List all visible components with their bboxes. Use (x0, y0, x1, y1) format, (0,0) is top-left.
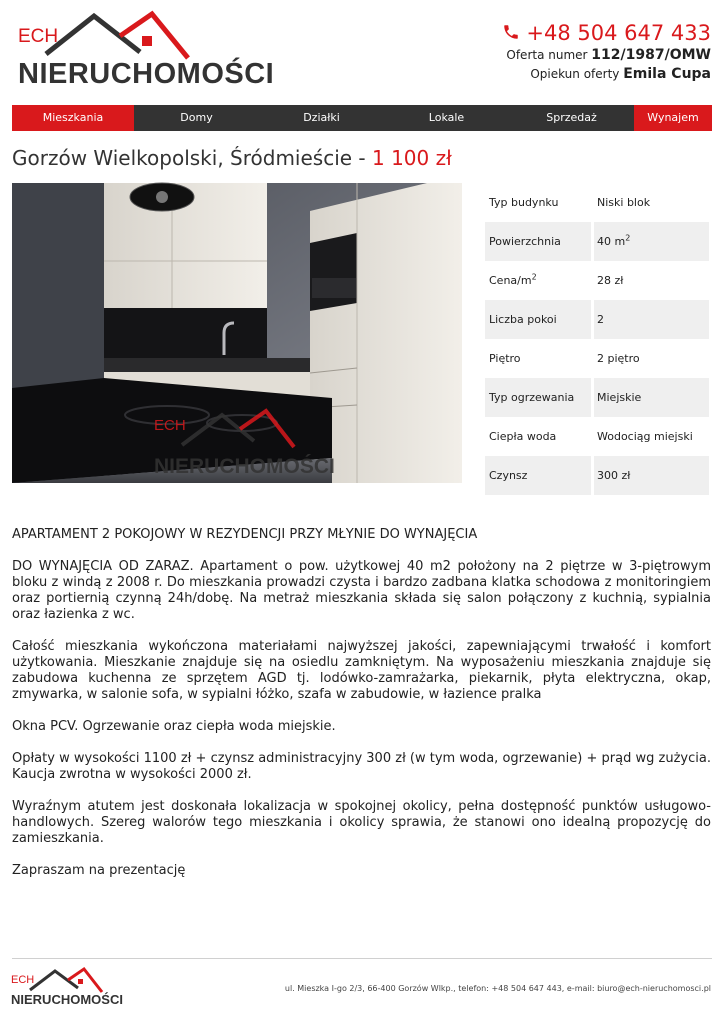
svg-text:ECH: ECH (11, 974, 35, 986)
nav-item-lokale[interactable]: Lokale (428, 111, 465, 124)
property-key (485, 261, 591, 300)
description-heading: APARTAMENT 2 POKOJOWY W REZYDENCJI PRZY MŁYNIE DO WYNAJĘCIA (12, 527, 478, 542)
listing-title (12, 146, 452, 170)
property-key: Piętro (489, 352, 521, 365)
agent-label: Opiekun oferty (530, 67, 620, 81)
property-row (485, 300, 709, 339)
property-value: Wodociąg miejski (597, 430, 693, 443)
description-paragraph: Okna PCV. Ogrzewanie oraz ciepła woda miejskie. (12, 719, 336, 734)
phone-icon (502, 23, 520, 41)
property-value: Miejskie (594, 378, 709, 417)
agent-name: Emila Cupa (623, 66, 711, 82)
property-key: Typ ogrzewania (485, 378, 591, 417)
logo-prefix: ECH (18, 26, 59, 47)
listing-price: 1 100 zł (372, 146, 452, 170)
properties-table (485, 183, 709, 495)
offer-label: Oferta numer (506, 48, 588, 62)
description-paragraph: Zapraszam na prezentację (12, 863, 186, 878)
nav-item-mieszkania[interactable]: Mieszkania (12, 105, 134, 131)
property-row (485, 261, 709, 300)
kitchen-photo (12, 183, 462, 483)
description-paragraph: Całość mieszkania wykończona materiałami najwyższej jakości, zapewniającymi trwałość i komfort użytkowania. Mieszkanie znajduje się na osiedlu zamkniętym. Na wyposażeniu mieszkania znajduje się zabudowa kuchenna ze sprzętem AGD tj. lodówko-zamrażarka, piekarnik, płyta elektryczna, okap, zmywarka, w salonie sofa, w sypialni łóżko, szafa w zabudowie, w łazience pralka (12, 639, 711, 702)
property-key: Typ budynku (489, 196, 559, 209)
property-value-text: 40 m (597, 235, 626, 248)
offer-number: 112/1987/OMW (591, 47, 711, 63)
property-value: Niski blok (597, 196, 651, 209)
svg-text:NIERUCHOMOŚCI: NIERUCHOMOŚCI (11, 992, 123, 1007)
superscript: 2 (625, 233, 631, 243)
property-row (485, 339, 709, 378)
property-row (485, 378, 709, 417)
property-row (485, 183, 709, 222)
offer-number-line (502, 46, 711, 65)
property-row (485, 222, 709, 261)
property-value (594, 222, 709, 261)
nav-item-wynajem[interactable]: Wynajem (634, 105, 712, 131)
nav-item-sprzedaz[interactable]: Sprzedaż (546, 111, 597, 124)
footer-logo[interactable] (10, 966, 123, 1008)
listing-location: Gorzów Wielkopolski, Śródmieście - (12, 146, 372, 170)
property-key: Czynsz (485, 456, 591, 495)
description-paragraph: DO WYNAJĘCIA OD ZARAZ. Apartament o pow. użytkowej 40 m2 położony na 2 piętrze w 3-piętrowym bloku z windą z 2008 r. Do mieszkania prowadzi czysta i bardzo zadbana klatka schodowa z monitoringiem oraz portiernią czynną 24h/dobę. Na metraż mieszkania składa się salon połączony z kuchnią, sypialnia oraz łazienka z wc. (12, 559, 711, 622)
property-value: 2 (594, 300, 709, 339)
property-row (485, 456, 709, 495)
nav-item-domy[interactable]: Domy (180, 111, 213, 124)
phone-number[interactable] (502, 20, 711, 46)
property-key: Ciepła woda (489, 430, 557, 443)
listing-description (12, 527, 711, 895)
svg-text:NIERUCHOMOŚCI: NIERUCHOMOŚCI (154, 455, 335, 478)
property-value: 2 piętro (597, 352, 640, 365)
property-key: Powierzchnia (485, 222, 591, 261)
property-key: Liczba pokoi (485, 300, 591, 339)
main-navigation (12, 105, 712, 131)
property-value: 28 zł (597, 274, 624, 287)
svg-text:ECH: ECH (154, 417, 186, 434)
phone-text: +48 504 647 433 (526, 21, 711, 45)
company-logo[interactable] (8, 10, 275, 90)
superscript: 2 (531, 272, 537, 282)
description-paragraph: Opłaty w wysokości 1100 zł + czynsz administracyjny 300 zł (w tym woda, ogrzewanie) + prąd wg zużycia. Kaucja zwrotna w wysokości 2000 zł. (12, 751, 711, 782)
property-row (485, 417, 709, 456)
property-key-text: Cena/m (489, 274, 532, 287)
listing-photo[interactable] (12, 183, 462, 483)
logo-name: NIERUCHOMOŚCI (18, 58, 275, 90)
contact-info (502, 20, 711, 84)
property-value: 300 zł (594, 456, 709, 495)
footer-divider (12, 958, 712, 959)
nav-item-dzialki[interactable]: Działki (303, 111, 340, 124)
agent-line (502, 65, 711, 84)
footer-address: ul. Mieszka I-go 2/3, 66-400 Gorzów Wlkp., telefon: +48 504 647 443, e-mail: biuro@ech-nieruchomosci.pl (284, 984, 711, 993)
description-paragraph: Wyraźnym atutem jest doskonała lokalizacja w spokojnej okolicy, pełna dostępność punktów usługowo-handlowych. Szereg walorów tego mieszkania i okolicy sprawia, że stanowi ono idealną propozycję do zamieszkania. (12, 799, 711, 846)
house-roof-icon (10, 966, 123, 1008)
